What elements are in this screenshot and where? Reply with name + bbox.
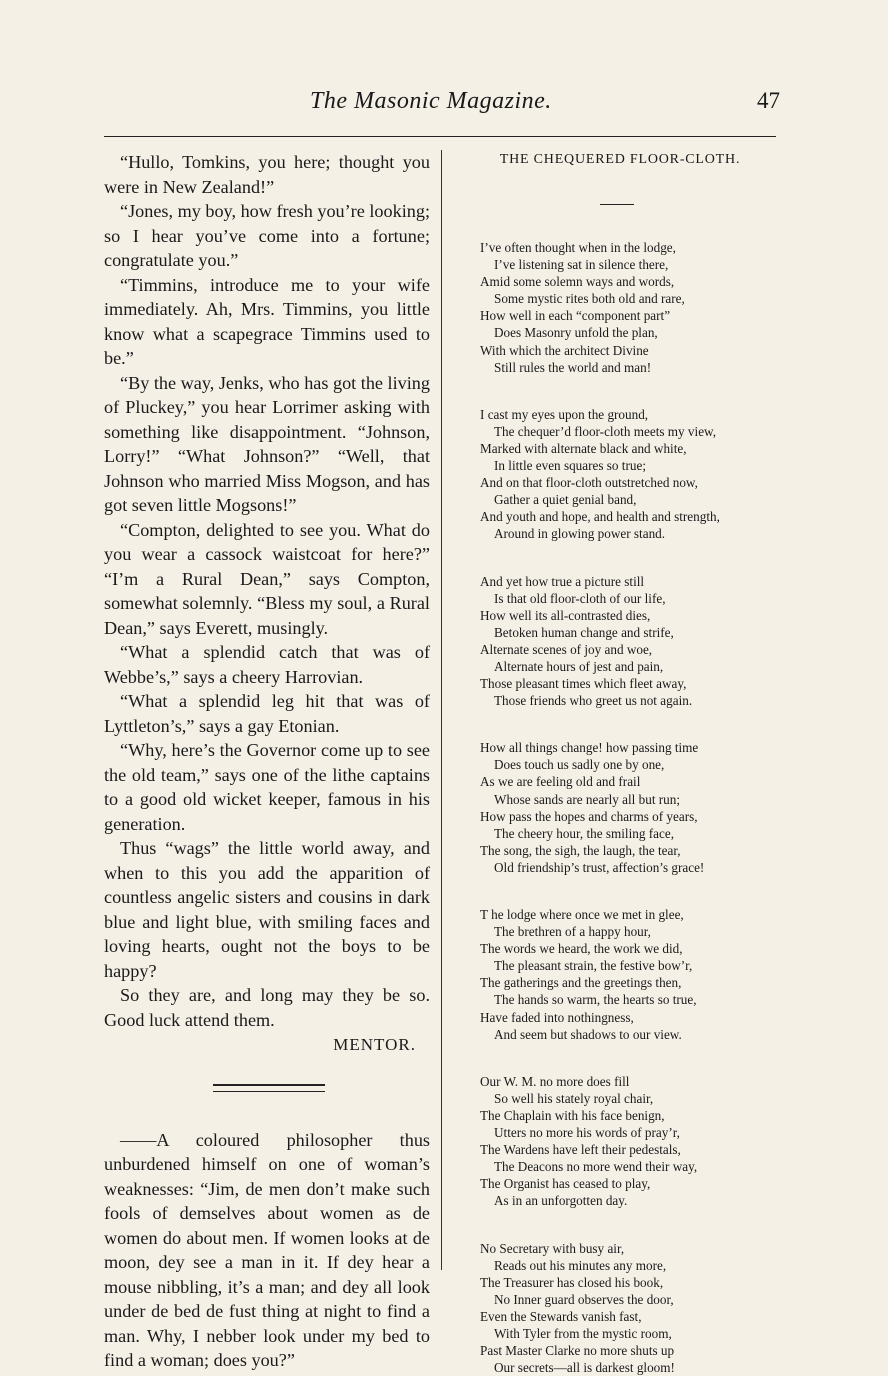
poem-line: Amid some solemn ways and words, [470, 273, 776, 290]
anecdote-paragraph: ——A coloured philosopher thus unburdened himself on one of woman’s weaknesses: “Jim, de men don’t make such fools of demselves about women as de women do about men. If women looks at de moon, dey see a man in it. If dey hear a mouse nibbling, it’s a man; and dey all look under de bed de fust thing at night to find a man. Why, I nebber look under my bed to find a woman; does you?” [104, 1128, 430, 1373]
poem-stanza [470, 1073, 776, 1210]
paragraph: “What a splendid catch that was of Webbe’s,” says a cheery Harrovian. [104, 640, 430, 689]
poem-line: No Inner guard observes the door, [470, 1291, 776, 1308]
poem-line: The song, the sigh, the laugh, the tear, [470, 842, 776, 859]
poem-line: The cheery hour, the smiling face, [470, 825, 776, 842]
poem-line: Reads out his minutes any more, [470, 1257, 776, 1274]
title-rule [600, 204, 634, 205]
paragraph: “Timmins, introduce me to your wife immediately. Ah, Mrs. Timmins, you little know what a scapegrace Timmins used to be.” [104, 273, 430, 371]
poem-line: Alternate scenes of joy and woe, [470, 641, 776, 658]
running-title: The Masonic Magazine. [310, 88, 552, 115]
page-header [100, 88, 780, 128]
poem-line: Does Masonry unfold the plan, [470, 324, 776, 341]
poem-line: Some mystic rites both old and rare, [470, 290, 776, 307]
poem-stanza [470, 239, 776, 376]
paragraph: So they are, and long may they be so. Good luck attend them. [104, 983, 430, 1032]
author-signature: MENTOR. [104, 1033, 430, 1058]
poem-stanza [470, 739, 776, 876]
poem-line: Still rules the world and man! [470, 359, 776, 376]
paragraph: “Compton, delighted to see you. What do you wear a cassock waistcoat for here?” “I’m a Rural Dean,” says Compton, somewhat solemnly. “Bless my soul, a Rural Dean,” says Everett, musingly. [104, 518, 430, 641]
poem-line: Alternate hours of jest and pain, [470, 658, 776, 675]
paragraph: “By the way, Jenks, who has got the living of Pluckey,” you hear Lorrimer asking with something like disappointment. “Johnson, Lorry!” “What Johnson?” “Well, that Johnson who married Miss Mogson, and has got seven little Mogsons!” [104, 371, 430, 518]
poem-line: Have faded into nothingness, [470, 1009, 776, 1026]
poem-line: As in an unforgotten day. [470, 1192, 776, 1209]
section-divider [213, 1084, 325, 1092]
poem-line: How well in each “component part” [470, 307, 776, 324]
poem-line: Those friends who greet us not again. [470, 692, 776, 709]
poem-line: I’ve often thought when in the lodge, [470, 239, 776, 256]
poem-line: And seem but shadows to our view. [470, 1026, 776, 1043]
poem-body [470, 239, 776, 1376]
poem-line: How pass the hopes and charms of years, [470, 808, 776, 825]
poem-line: The gatherings and the greetings then, [470, 974, 776, 991]
poem-line: I’ve listening sat in silence there, [470, 256, 776, 273]
poem-line: Utters no more his words of pray’r, [470, 1124, 776, 1141]
poem-line: With which the architect Divine [470, 342, 776, 359]
poem-line: Old friendship’s trust, affection’s grace! [470, 859, 776, 876]
poem-line: The Chaplain with his face benign, [470, 1107, 776, 1124]
poem-line: The chequer’d floor-cloth meets my view, [470, 423, 776, 440]
poem-line: Whose sands are nearly all but run; [470, 791, 776, 808]
left-column [104, 150, 430, 1373]
poem-line: Even the Stewards vanish fast, [470, 1308, 776, 1325]
poem-line: The pleasant strain, the festive bow’r, [470, 957, 776, 974]
poem-line: Betoken human change and strife, [470, 624, 776, 641]
poem-line: And yet how true a picture still [470, 573, 776, 590]
poem-line: The Deacons no more wend their way, [470, 1158, 776, 1175]
poem-line: Our secrets—all is darkest gloom! [470, 1359, 776, 1376]
poem-line: The Wardens have left their pedestals, [470, 1141, 776, 1158]
page-number: 47 [757, 88, 780, 114]
poem-line: Those pleasant times which fleet away, [470, 675, 776, 692]
poem-line: I cast my eyes upon the ground, [470, 406, 776, 423]
poem-line: So well his stately royal chair, [470, 1090, 776, 1107]
poem-line: In little even squares so true; [470, 457, 776, 474]
header-rule [104, 136, 776, 137]
poem-line: The Organist has ceased to play, [470, 1175, 776, 1192]
poem-line: Around in glowing power stand. [470, 525, 776, 542]
poem-stanza [470, 573, 776, 710]
poem-stanza [470, 1240, 776, 1376]
poem-line: With Tyler from the mystic room, [470, 1325, 776, 1342]
poem-line: And youth and hope, and health and strength, [470, 508, 776, 525]
poem-line: The hands so warm, the hearts so true, [470, 991, 776, 1008]
paragraph: “Hullo, Tomkins, you here; thought you were in New Zealand!” [104, 150, 430, 199]
poem-stanza [470, 906, 776, 1043]
poem-line: Past Master Clarke no more shuts up [470, 1342, 776, 1359]
poem-stanza [470, 406, 776, 543]
poem-line: The words we heard, the work we did, [470, 940, 776, 957]
paragraph: Thus “wags” the little world away, and when to this you add the apparition of countless angelic sisters and cousins in dark blue and light blue, with smiling faces and loving hearts, ought not the boys to be happy? [104, 836, 430, 983]
paragraph: “What a splendid leg hit that was of Lyttleton’s,” says a gay Etonian. [104, 689, 430, 738]
poem-line: How all things change! how passing time [470, 739, 776, 756]
poem-line: The Treasurer has closed his book, [470, 1274, 776, 1291]
poem-line: As we are feeling old and frail [470, 773, 776, 790]
poem-line: Marked with alternate black and white, [470, 440, 776, 457]
poem-line: T he lodge where once we met in glee, [470, 906, 776, 923]
poem-line: No Secretary with busy air, [470, 1240, 776, 1257]
right-column [470, 150, 776, 1376]
poem-line: Gather a quiet genial band, [470, 491, 776, 508]
poem-line: How well its all-contrasted dies, [470, 607, 776, 624]
paragraph: “Jones, my boy, how fresh you’re looking; so I hear you’ve come into a fortune; congratulate you.” [104, 199, 430, 273]
poem-line: The brethren of a happy hour, [470, 923, 776, 940]
column-divider [441, 150, 442, 1270]
poem-title: THE CHEQUERED FLOOR-CLOTH. [470, 152, 776, 168]
paragraph: “Why, here’s the Governor come up to see the old team,” says one of the lithe captains to a good old wicket keeper, famous in his generation. [104, 738, 430, 836]
poem-line: Does touch us sadly one by one, [470, 756, 776, 773]
poem-line: Our W. M. no more does fill [470, 1073, 776, 1090]
poem-line: And on that floor-cloth outstretched now, [470, 474, 776, 491]
poem-line: Is that old floor-cloth of our life, [470, 590, 776, 607]
